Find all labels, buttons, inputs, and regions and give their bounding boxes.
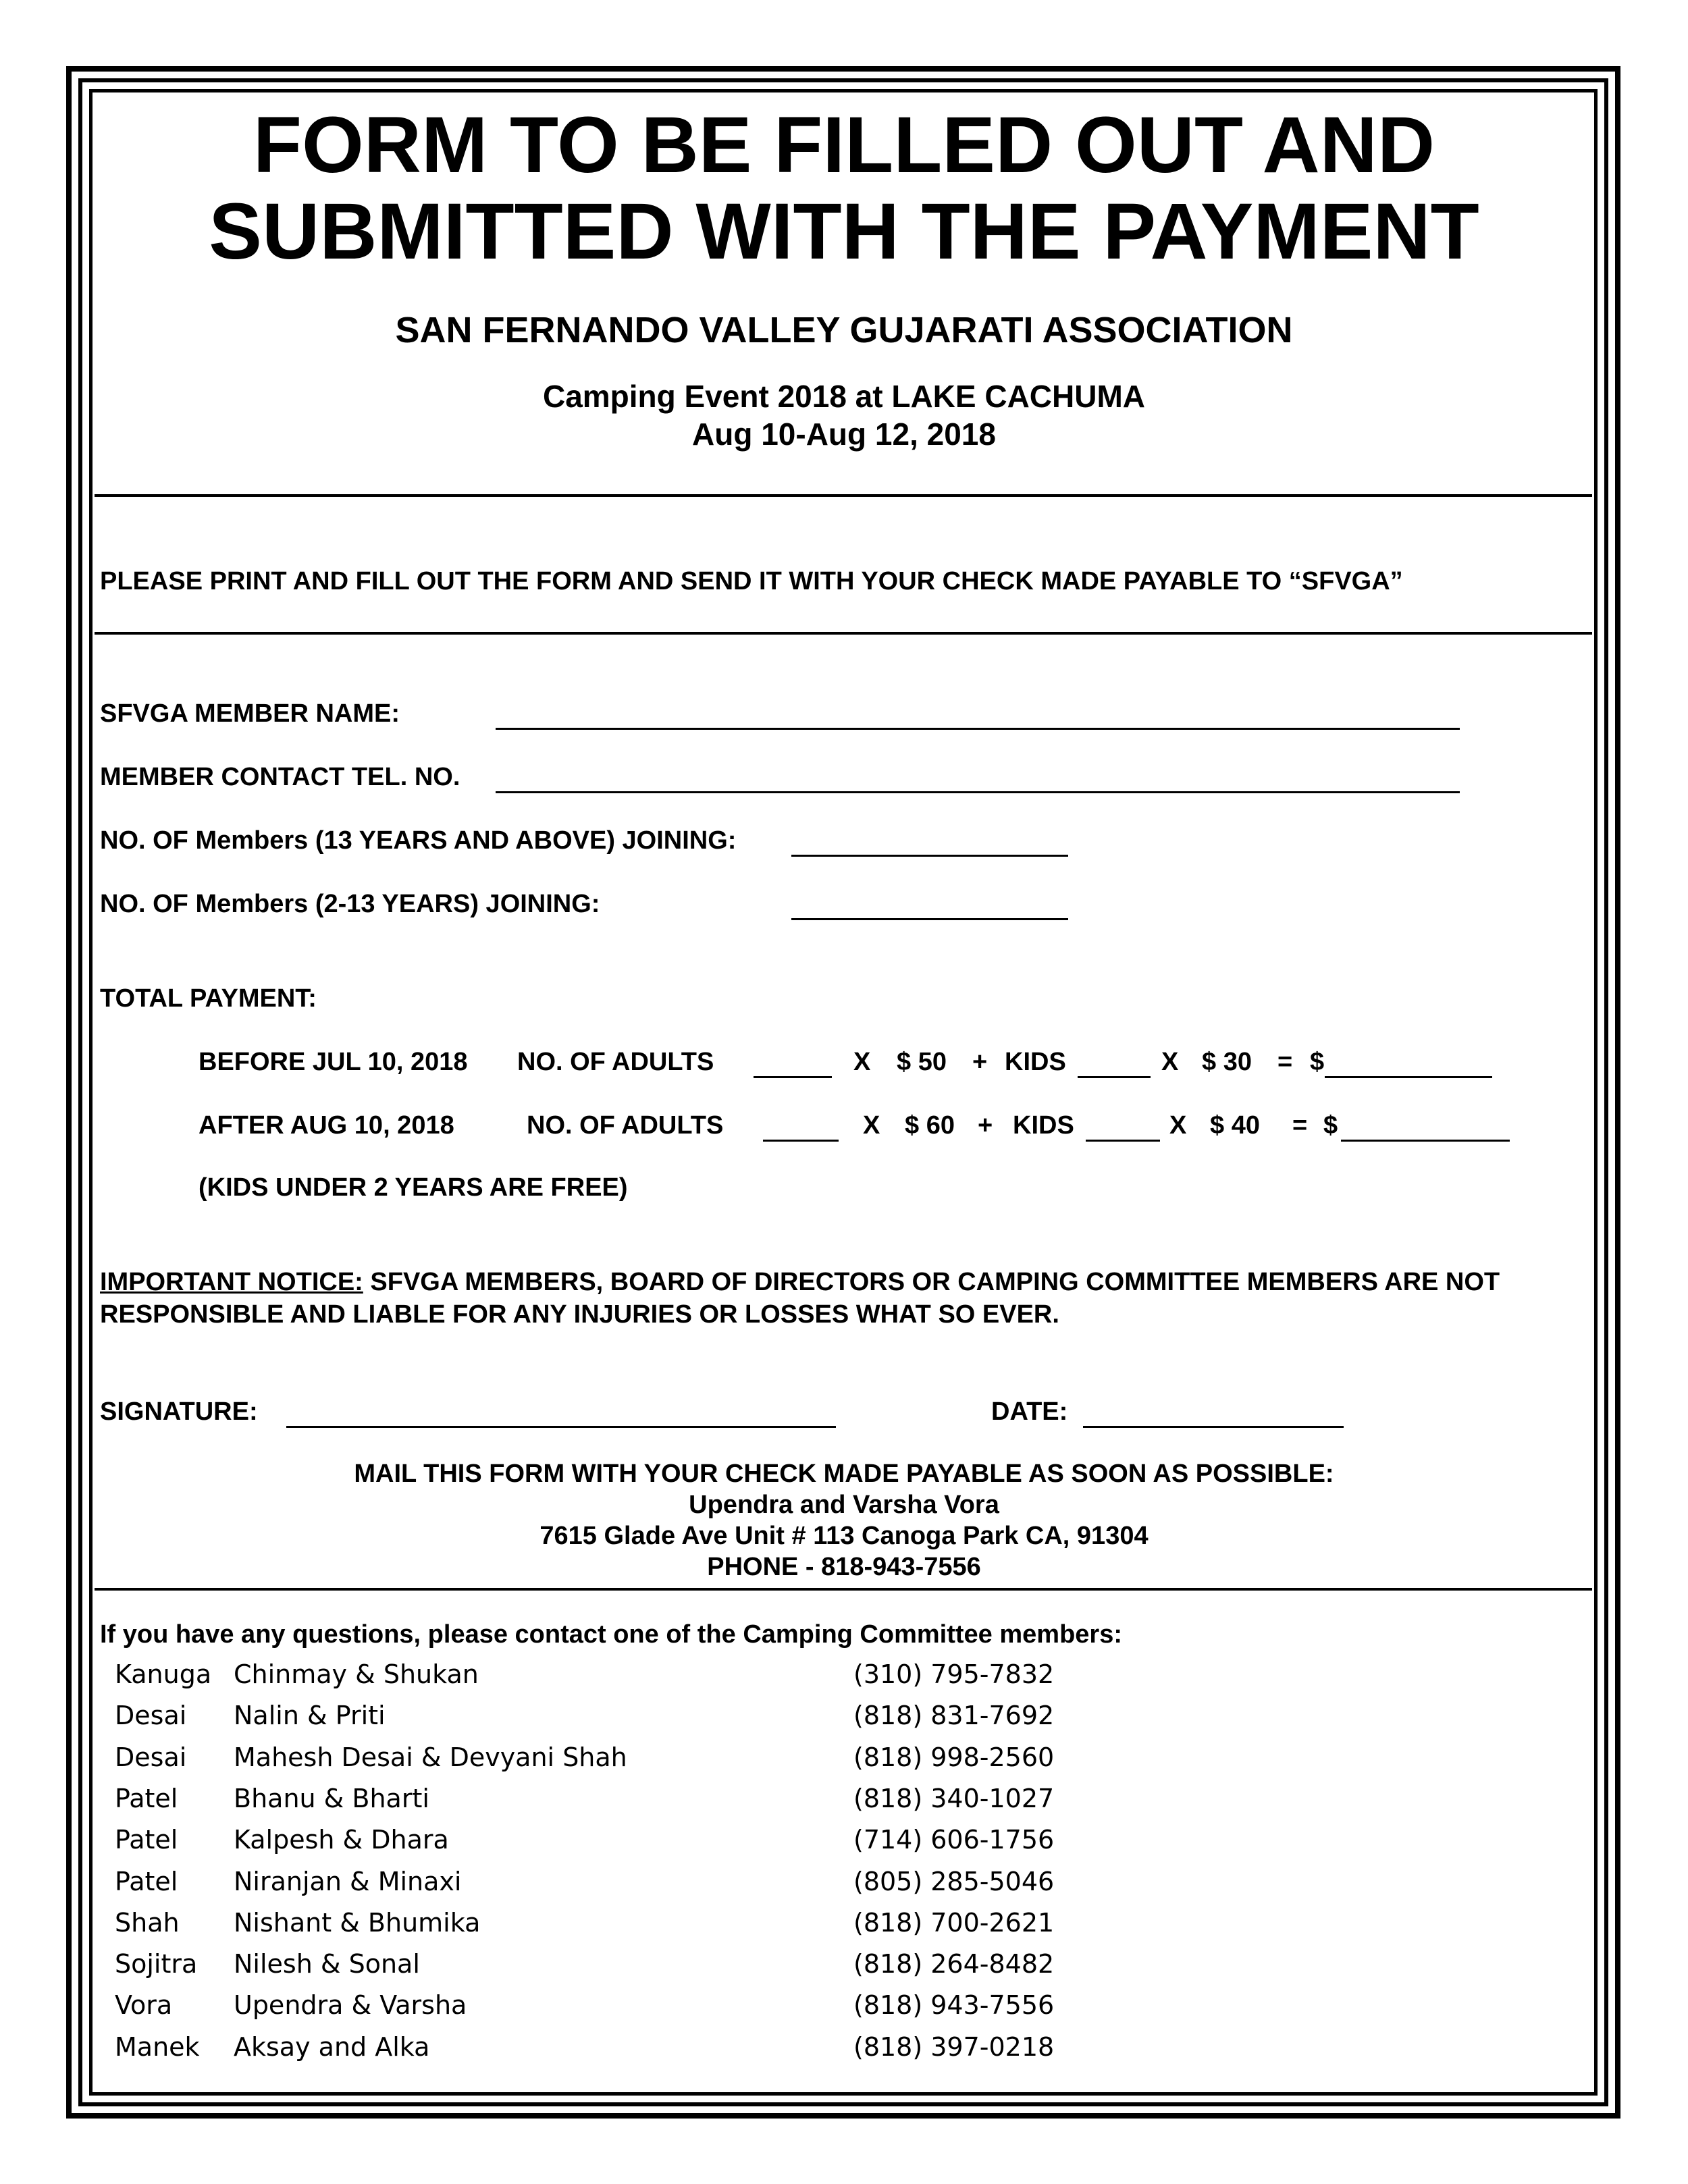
before-adults-line[interactable] [754,1076,832,1078]
signature-label: SIGNATURE: [100,1397,258,1426]
contact-names: Chinmay & Shukan [234,1659,479,1689]
organization-name: SAN FERNANDO VALLEY GUJARATI ASSOCIATION [395,310,1293,350]
kids-free-note: (KIDS UNDER 2 YEARS ARE FREE) [199,1173,628,1202]
contact-names: Aksay and Alka [234,2032,430,2062]
adults-count-label: NO. OF Members (13 YEARS AND ABOVE) JOINING: [100,826,737,855]
adults-count-line[interactable] [791,855,1068,857]
divider-top [95,494,1592,497]
before-plus: + [972,1048,988,1076]
contact-phone: (818) 700-2621 [853,1908,1055,1938]
total-payment-label: TOTAL PAYMENT: [100,984,317,1013]
event-title: Camping Event 2018 at LAKE CACHUMA [542,379,1146,414]
contact-names: Nalin & Priti [234,1701,386,1730]
before-date-label: BEFORE JUL 10, 2018 [199,1048,468,1076]
contact-last-name: Sojitra [115,1949,198,1979]
form-title-line1: FORM TO BE FILLED OUT AND [253,101,1435,190]
contact-names: Mahesh Desai & Devyani Shah [234,1742,627,1772]
before-kid-price: $ 30 [1202,1048,1252,1076]
before-kid-multiply: X [1161,1048,1179,1076]
contact-names: Nilesh & Sonal [234,1949,420,1979]
contact-last-name: Patel [115,1867,178,1896]
contact-last-name: Patel [115,1825,178,1855]
after-total-line[interactable] [1341,1140,1510,1142]
contact-phone: (818) 340-1027 [853,1784,1055,1813]
contact-names: Bhanu & Bharti [234,1784,429,1813]
before-adult-price: $ 50 [897,1048,947,1076]
kids-count-line[interactable] [791,918,1068,920]
contact-phone: (818) 397-0218 [853,2032,1055,2062]
member-contact-line[interactable] [496,791,1460,793]
member-name-label: SFVGA MEMBER NAME: [100,699,400,728]
contact-last-name: Kanuga [115,1659,212,1689]
event-dates: Aug 10-Aug 12, 2018 [692,417,996,452]
kids-count-label: NO. OF Members (2-13 YEARS) JOINING: [100,890,600,918]
mail-name: Upendra and Varsha Vora [689,1491,999,1519]
notice-text-line1: SFVGA MEMBERS, BOARD OF DIRECTORS OR CAMPING COMMITTEE MEMBERS ARE NOT [363,1268,1500,1296]
date-line[interactable] [1083,1426,1344,1428]
contact-last-name: Vora [115,1990,173,2020]
after-adults-label: NO. OF ADULTS [527,1111,724,1140]
contact-phone: (805) 285-5046 [853,1867,1055,1896]
signature-line[interactable] [286,1426,836,1428]
contacts-heading: If you have any questions, please contact one of the Camping Committee members: [100,1620,1122,1649]
contact-names: Nishant & Bhumika [234,1908,481,1938]
before-adults-label: NO. OF ADULTS [517,1048,714,1076]
contact-names: Kalpesh & Dhara [234,1825,449,1855]
mail-phone: PHONE - 818-943-7556 [707,1553,981,1581]
important-notice [100,1268,1500,1297]
contact-last-name: Shah [115,1908,180,1938]
after-kids-line[interactable] [1086,1140,1160,1142]
contact-phone: (818) 998-2560 [853,1742,1055,1772]
notice-label: IMPORTANT NOTICE: [100,1268,363,1296]
after-adults-line[interactable] [763,1140,839,1142]
before-adult-multiply: X [853,1048,871,1076]
member-contact-label: MEMBER CONTACT TEL. NO. [100,763,460,791]
before-total-dollar: $ [1310,1048,1325,1076]
mail-heading: MAIL THIS FORM WITH YOUR CHECK MADE PAYABLE AS SOON AS POSSIBLE: [354,1460,1334,1488]
after-plus: + [978,1111,993,1140]
contact-last-name: Manek [115,2032,200,2062]
before-total-line[interactable] [1325,1076,1492,1078]
before-kids-label: KIDS [1005,1048,1066,1076]
after-kid-price: $ 40 [1210,1111,1260,1140]
contact-phone: (818) 831-7692 [853,1701,1055,1730]
divider-instruction [95,632,1592,635]
contact-names: Upendra & Varsha [234,1990,467,2020]
contact-phone: (818) 264-8482 [853,1949,1055,1979]
after-total-dollar: $ [1323,1111,1338,1140]
notice-text-line2: RESPONSIBLE AND LIABLE FOR ANY INJURIES OR LOSSES WHAT SO EVER. [100,1300,1059,1329]
contact-phone: (818) 943-7556 [853,1990,1055,2020]
before-equals: = [1277,1048,1293,1076]
print-instruction: PLEASE PRINT AND FILL OUT THE FORM AND SEND IT WITH YOUR CHECK MADE PAYABLE TO “SFVGA” [100,567,1403,595]
divider-bottom [95,1588,1592,1591]
date-label: DATE: [991,1397,1068,1426]
after-adult-multiply: X [863,1111,880,1140]
before-kids-line[interactable] [1078,1076,1151,1078]
contact-names: Niranjan & Minaxi [234,1867,462,1896]
member-name-line[interactable] [496,728,1460,730]
contact-last-name: Patel [115,1784,178,1813]
contact-phone: (310) 795-7832 [853,1659,1055,1689]
contact-last-name: Desai [115,1742,187,1772]
mail-address: 7615 Glade Ave Unit # 113 Canoga Park CA, 91304 [539,1522,1149,1550]
form-title-line2: SUBMITTED WITH THE PAYMENT [209,187,1479,276]
after-date-label: AFTER AUG 10, 2018 [199,1111,454,1140]
after-kid-multiply: X [1169,1111,1187,1140]
after-equals: = [1292,1111,1308,1140]
after-adult-price: $ 60 [905,1111,955,1140]
contact-last-name: Desai [115,1701,187,1730]
after-kids-label: KIDS [1013,1111,1074,1140]
contact-phone: (714) 606-1756 [853,1825,1055,1855]
